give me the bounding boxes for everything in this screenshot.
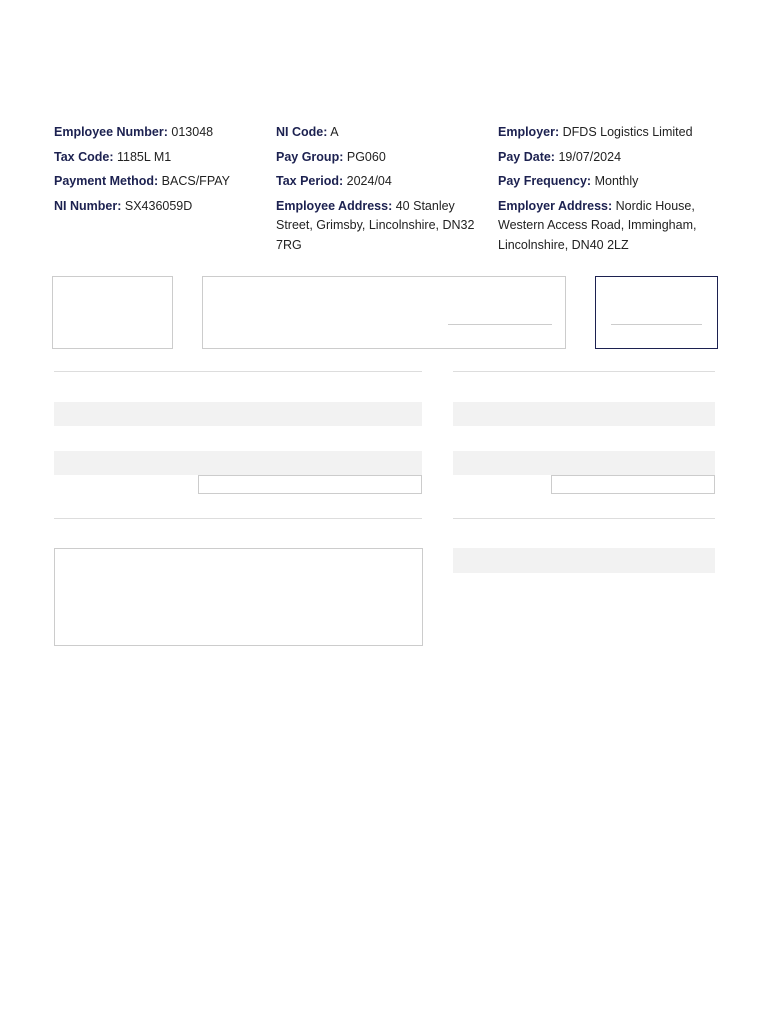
- employer-address-value: Nordic House, Western Access Road, Immingham, Lincolnshire, DN40 2LZ: [498, 198, 697, 252]
- pay-date-row: [498, 148, 712, 168]
- tax-code-value: 1185L M1: [116, 149, 172, 164]
- tax-period-row: [276, 172, 492, 192]
- deductions-total-cell: [551, 475, 715, 494]
- deductions-header-band: [453, 402, 715, 426]
- pay-group-label: Pay Group:: [276, 149, 344, 164]
- pay-date-value: 19/07/2024: [558, 149, 622, 164]
- payments-bottom-rule: [54, 518, 422, 519]
- pay-frequency-label: Pay Frequency:: [498, 174, 592, 188]
- deductions-bottom-rule: [453, 518, 715, 519]
- pay-group-row: [276, 148, 492, 168]
- payment-method-row: [54, 172, 268, 192]
- tax-code-label: Tax Code:: [54, 149, 114, 164]
- summary-box-middle-rule: [448, 324, 552, 325]
- payments-top-rule: [54, 371, 422, 372]
- pay-group-value: PG060: [346, 149, 386, 164]
- net-pay-box: [595, 276, 718, 349]
- year-to-date-band: [453, 548, 715, 573]
- summary-box-middle: [202, 276, 566, 349]
- summary-box-left: [52, 276, 173, 349]
- employer-address-row: [498, 197, 712, 256]
- notes-box: [54, 548, 423, 646]
- ni-code-value: A: [330, 125, 339, 139]
- pay-frequency-value: Monthly: [594, 174, 639, 188]
- payment-method-value: BACS/FPAY: [161, 174, 230, 188]
- employee-number-label: Employee Number:: [54, 125, 168, 139]
- employer-row: [498, 123, 712, 143]
- ni-number-row: [54, 197, 268, 217]
- ni-code-row: [276, 123, 492, 143]
- employee-address-value: 40 Stanley Street, Grimsby, Lincolnshire, DN32 7RG: [276, 198, 475, 252]
- employer-label: Employer:: [498, 125, 560, 139]
- payments-header-band: [54, 402, 422, 426]
- employer-value: DFDS Logistics Limited: [562, 125, 693, 139]
- tax-period-label: Tax Period:: [276, 174, 344, 188]
- ni-number-label: NI Number:: [54, 198, 122, 213]
- net-pay-box-rule: [611, 324, 702, 325]
- payment-method-label: Payment Method:: [54, 174, 159, 188]
- deductions-top-rule: [453, 371, 715, 372]
- deductions-total-band: [453, 451, 715, 475]
- pay-frequency-row: [498, 172, 712, 192]
- employee-number-row: [54, 123, 268, 143]
- pay-details-column: [276, 123, 492, 260]
- tax-period-value: 2024/04: [346, 174, 392, 188]
- employer-address-label: Employer Address:: [498, 198, 613, 213]
- tax-code-row: [54, 148, 268, 168]
- employee-number-value: 013048: [171, 125, 214, 139]
- payments-total-band: [54, 451, 422, 475]
- ni-number-value: SX436059D: [124, 198, 193, 213]
- employee-details-column: [54, 123, 268, 221]
- ni-code-label: NI Code:: [276, 125, 328, 139]
- employee-address-label: Employee Address:: [276, 198, 393, 213]
- employer-details-column: [498, 123, 712, 260]
- payments-total-cell: [198, 475, 422, 494]
- pay-date-label: Pay Date:: [498, 149, 555, 164]
- employee-address-row: [276, 197, 492, 256]
